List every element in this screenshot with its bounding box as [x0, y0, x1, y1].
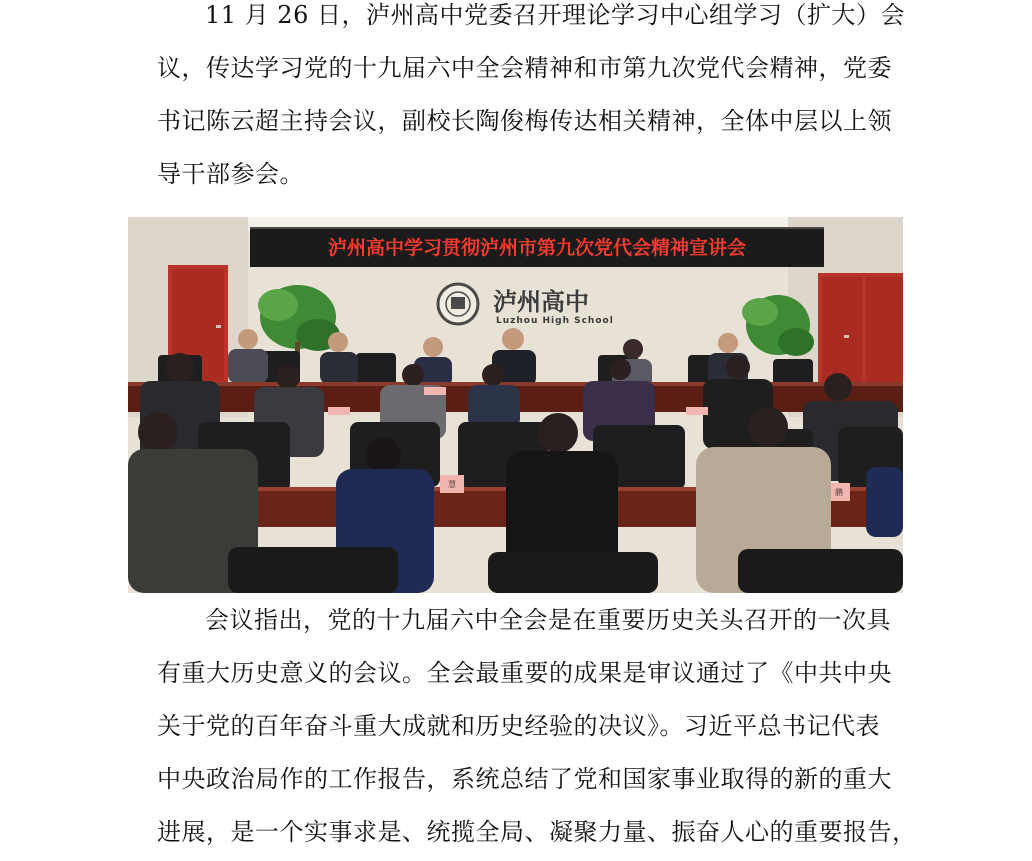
intro-paragraph — [157, 0, 905, 201]
banner-text: 泸州高中学习贯彻泸州市第九次党代会精神宣讲会 — [327, 237, 747, 259]
intro-line-3: 书记陈云超主持会议，副校长陶俊梅传达相关精神，全体中层以上领 — [157, 107, 892, 135]
body-line-4: 中央政治局作的工作报告，系统总结了党和国家事业取得的新的重大 — [157, 765, 892, 793]
right-door — [818, 273, 903, 393]
body-line-2: 有重大历史意义的会议。全会最重要的成果是审议通过了《中共中央 — [157, 659, 892, 687]
intro-line-1: 11 月 26 日，泸州高中党委召开理论学习中心组学习（扩大）会 — [205, 1, 905, 29]
school-logo — [438, 284, 614, 326]
meeting-photo — [128, 217, 903, 593]
nameplate-2: 鹏 — [835, 488, 843, 497]
intro-line-2: 议，传达学习党的十九届六中全会精神和市第九次党代会精神，党委 — [157, 54, 892, 82]
intro-line-4: 导干部参会。 — [157, 160, 304, 188]
body-line-1: 会议指出，党的十九届六中全会是在重要历史关头召开的一次具 — [205, 606, 891, 634]
body-line-3: 关于党的百年奋斗重大成就和历史经验的决议》。习近平总书记代表 — [157, 712, 880, 740]
bottom-chairs — [228, 547, 903, 593]
body-paragraph — [157, 594, 917, 859]
school-logo-cn: 泸州高中 — [493, 287, 589, 316]
banner — [250, 227, 824, 267]
nameplate-3: 慧 — [448, 480, 456, 489]
body-line-5: 进展，是一个实事求是、统揽全局、凝聚力量、振奋人心的重要报告， — [157, 818, 917, 846]
school-logo-en: Luzhou High School — [496, 316, 614, 326]
